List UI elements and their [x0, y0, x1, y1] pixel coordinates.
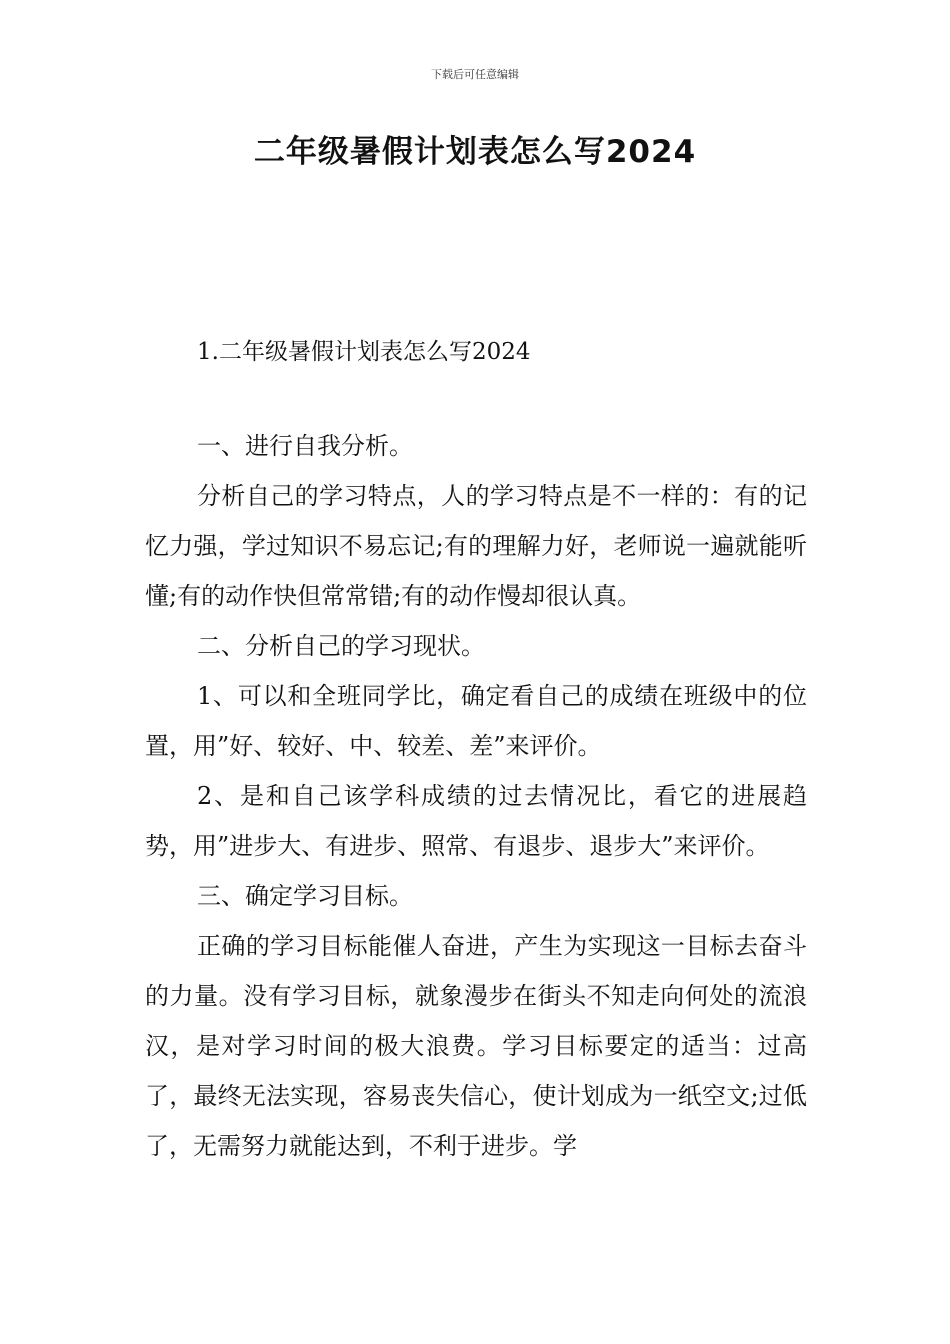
paragraph: 二、分析自己的学习现状。: [197, 632, 485, 660]
document-body: [145, 421, 807, 1171]
header-note: 下载后可任意编辑: [431, 68, 519, 81]
section-heading: 1.二年级暑假计划表怎么写2024: [197, 339, 531, 365]
paragraph: 一、进行自我分析。: [197, 432, 413, 460]
document-title: 二年级暑假计划表怎么写2024: [253, 134, 697, 170]
paragraph: 三、确定学习目标。: [197, 882, 413, 910]
paragraph: 正确的学习目标能催人奋进，产生为实现这一目标去奋斗的力量。没有学习目标，就象漫步在街头不知走向何处的流浪汉，是对学习时间的极大浪费。学习目标要定的适当：过高了，最终无法实现，容易丧失信心，使计划成为一纸空文;过低了，无需努力就能达到，不利于进步。学: [145, 932, 807, 1160]
paragraph: 分析自己的学习特点，人的学习特点是不一样的：有的记忆力强，学过知识不易忘记;有的理解力好，老师说一遍就能听懂;有的动作快但常常错;有的动作慢却很认真。: [145, 482, 807, 610]
paragraph: 1、可以和全班同学比，确定看自己的成绩在班级中的位置，用”好、较好、中、较差、差”来评价。: [145, 682, 807, 760]
paragraph: 2、是和自己该学科成绩的过去情况比，看它的进展趋势，用”进步大、有进步、照常、有退步、退步大”来评价。: [145, 782, 807, 860]
